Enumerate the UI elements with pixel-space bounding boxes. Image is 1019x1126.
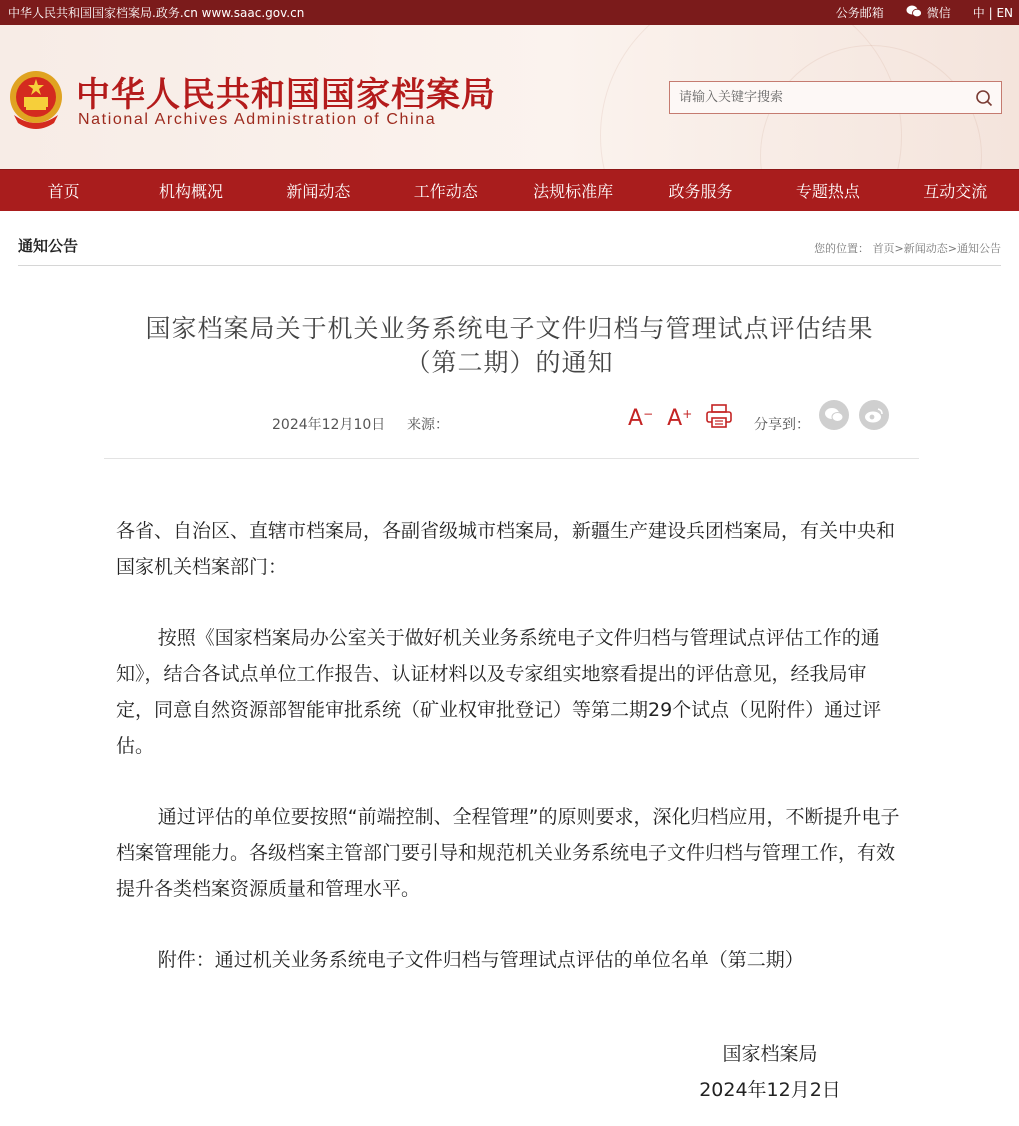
location-prefix: 您的位置：: [814, 242, 870, 255]
nav-topics[interactable]: 专题热点: [795, 182, 860, 201]
search-icon[interactable]: [967, 82, 1001, 113]
reading-tools: [628, 404, 732, 433]
breadcrumb-links[interactable]: 首页>新闻动态>通知公告: [872, 242, 1001, 255]
national-emblem-icon: [8, 69, 64, 133]
article-title-line2: （第二期）的通知: [405, 348, 614, 377]
publish-date: 2024年12月10日: [272, 417, 386, 433]
site-title-en: National Archives Administration of China: [78, 111, 437, 128]
search-box: [669, 81, 1002, 114]
signature-block: [690, 1036, 850, 1108]
salutation: 各省、自治区、直辖市档案局，各副省级城市档案局，新疆生产建设兵团档案局，有关中央和国家机关档案部门：: [116, 520, 896, 578]
breadcrumb: [18, 211, 1001, 266]
attachment-link[interactable]: 附件：通过机关业务系统电子文件归档与管理试点评估的单位名单（第二期）: [157, 949, 804, 971]
wechat-label: 微信: [926, 6, 951, 20]
font-increase-button[interactable]: A+: [667, 405, 693, 431]
language-switch[interactable]: 中 | EN: [972, 6, 1013, 20]
site-label: 中华人民共和国国家档案局.政务.cn www.saac.gov.cn: [8, 6, 305, 20]
share-wechat-icon[interactable]: [819, 400, 849, 430]
search-input[interactable]: [670, 82, 967, 113]
article-body: [116, 513, 903, 978]
location-path: [814, 240, 1001, 256]
nav-organization[interactable]: 机构概况: [159, 182, 224, 201]
article-title: [0, 312, 1019, 380]
nav-news[interactable]: 新闻动态: [286, 182, 351, 201]
wechat-link[interactable]: [906, 4, 951, 21]
article-meta: [104, 400, 919, 459]
top-strip: [0, 0, 1019, 25]
nav-home[interactable]: 首页: [47, 182, 80, 201]
nav-interaction[interactable]: 互动交流: [923, 182, 988, 201]
print-icon[interactable]: [706, 404, 732, 433]
share-label: 分享到：: [754, 417, 810, 433]
article-title-line1: 国家档案局关于机关业务系统电子文件归档与管理试点评估结果: [145, 314, 874, 343]
wechat-icon: [906, 5, 922, 21]
nav-work[interactable]: 工作动态: [413, 182, 478, 201]
paragraph: 按照《国家档案局办公室关于做好机关业务系统电子文件归档与管理试点评估工作的通知》，结合各试点单位工作报告、认证材料以及专家组实地察看提出的评估意见，经我局审定，同意自然资源部智能审批系统（矿业权审批登记）等第二期29个试点（见附件）通过评估。: [116, 627, 882, 757]
nav-regulations[interactable]: 法规标准库: [533, 182, 614, 201]
nav-services[interactable]: 政务服务: [668, 182, 733, 201]
main-nav: [0, 169, 1019, 211]
signer: 国家档案局: [722, 1043, 818, 1065]
share-weibo-icon[interactable]: [859, 400, 889, 430]
sign-date: 2024年12月2日: [699, 1079, 841, 1101]
site-title[interactable]: 中华人民共和国国家档案局: [76, 75, 496, 115]
site-header: [0, 25, 1019, 169]
source-label: 来源：: [407, 417, 449, 433]
font-decrease-button[interactable]: A−: [628, 405, 654, 431]
paragraph: 通过评估的单位要按照“前端控制、全程管理”的原则要求，深化归档应用，不断提升电子档案管理能力。各级档案主管部门要引导和规范机关业务系统电子文件归档与管理工作，有效提升各类档案资源质量和管理水平。: [116, 806, 900, 900]
mail-link[interactable]: 公务邮箱: [835, 6, 884, 20]
section-title: 通知公告: [18, 237, 79, 255]
